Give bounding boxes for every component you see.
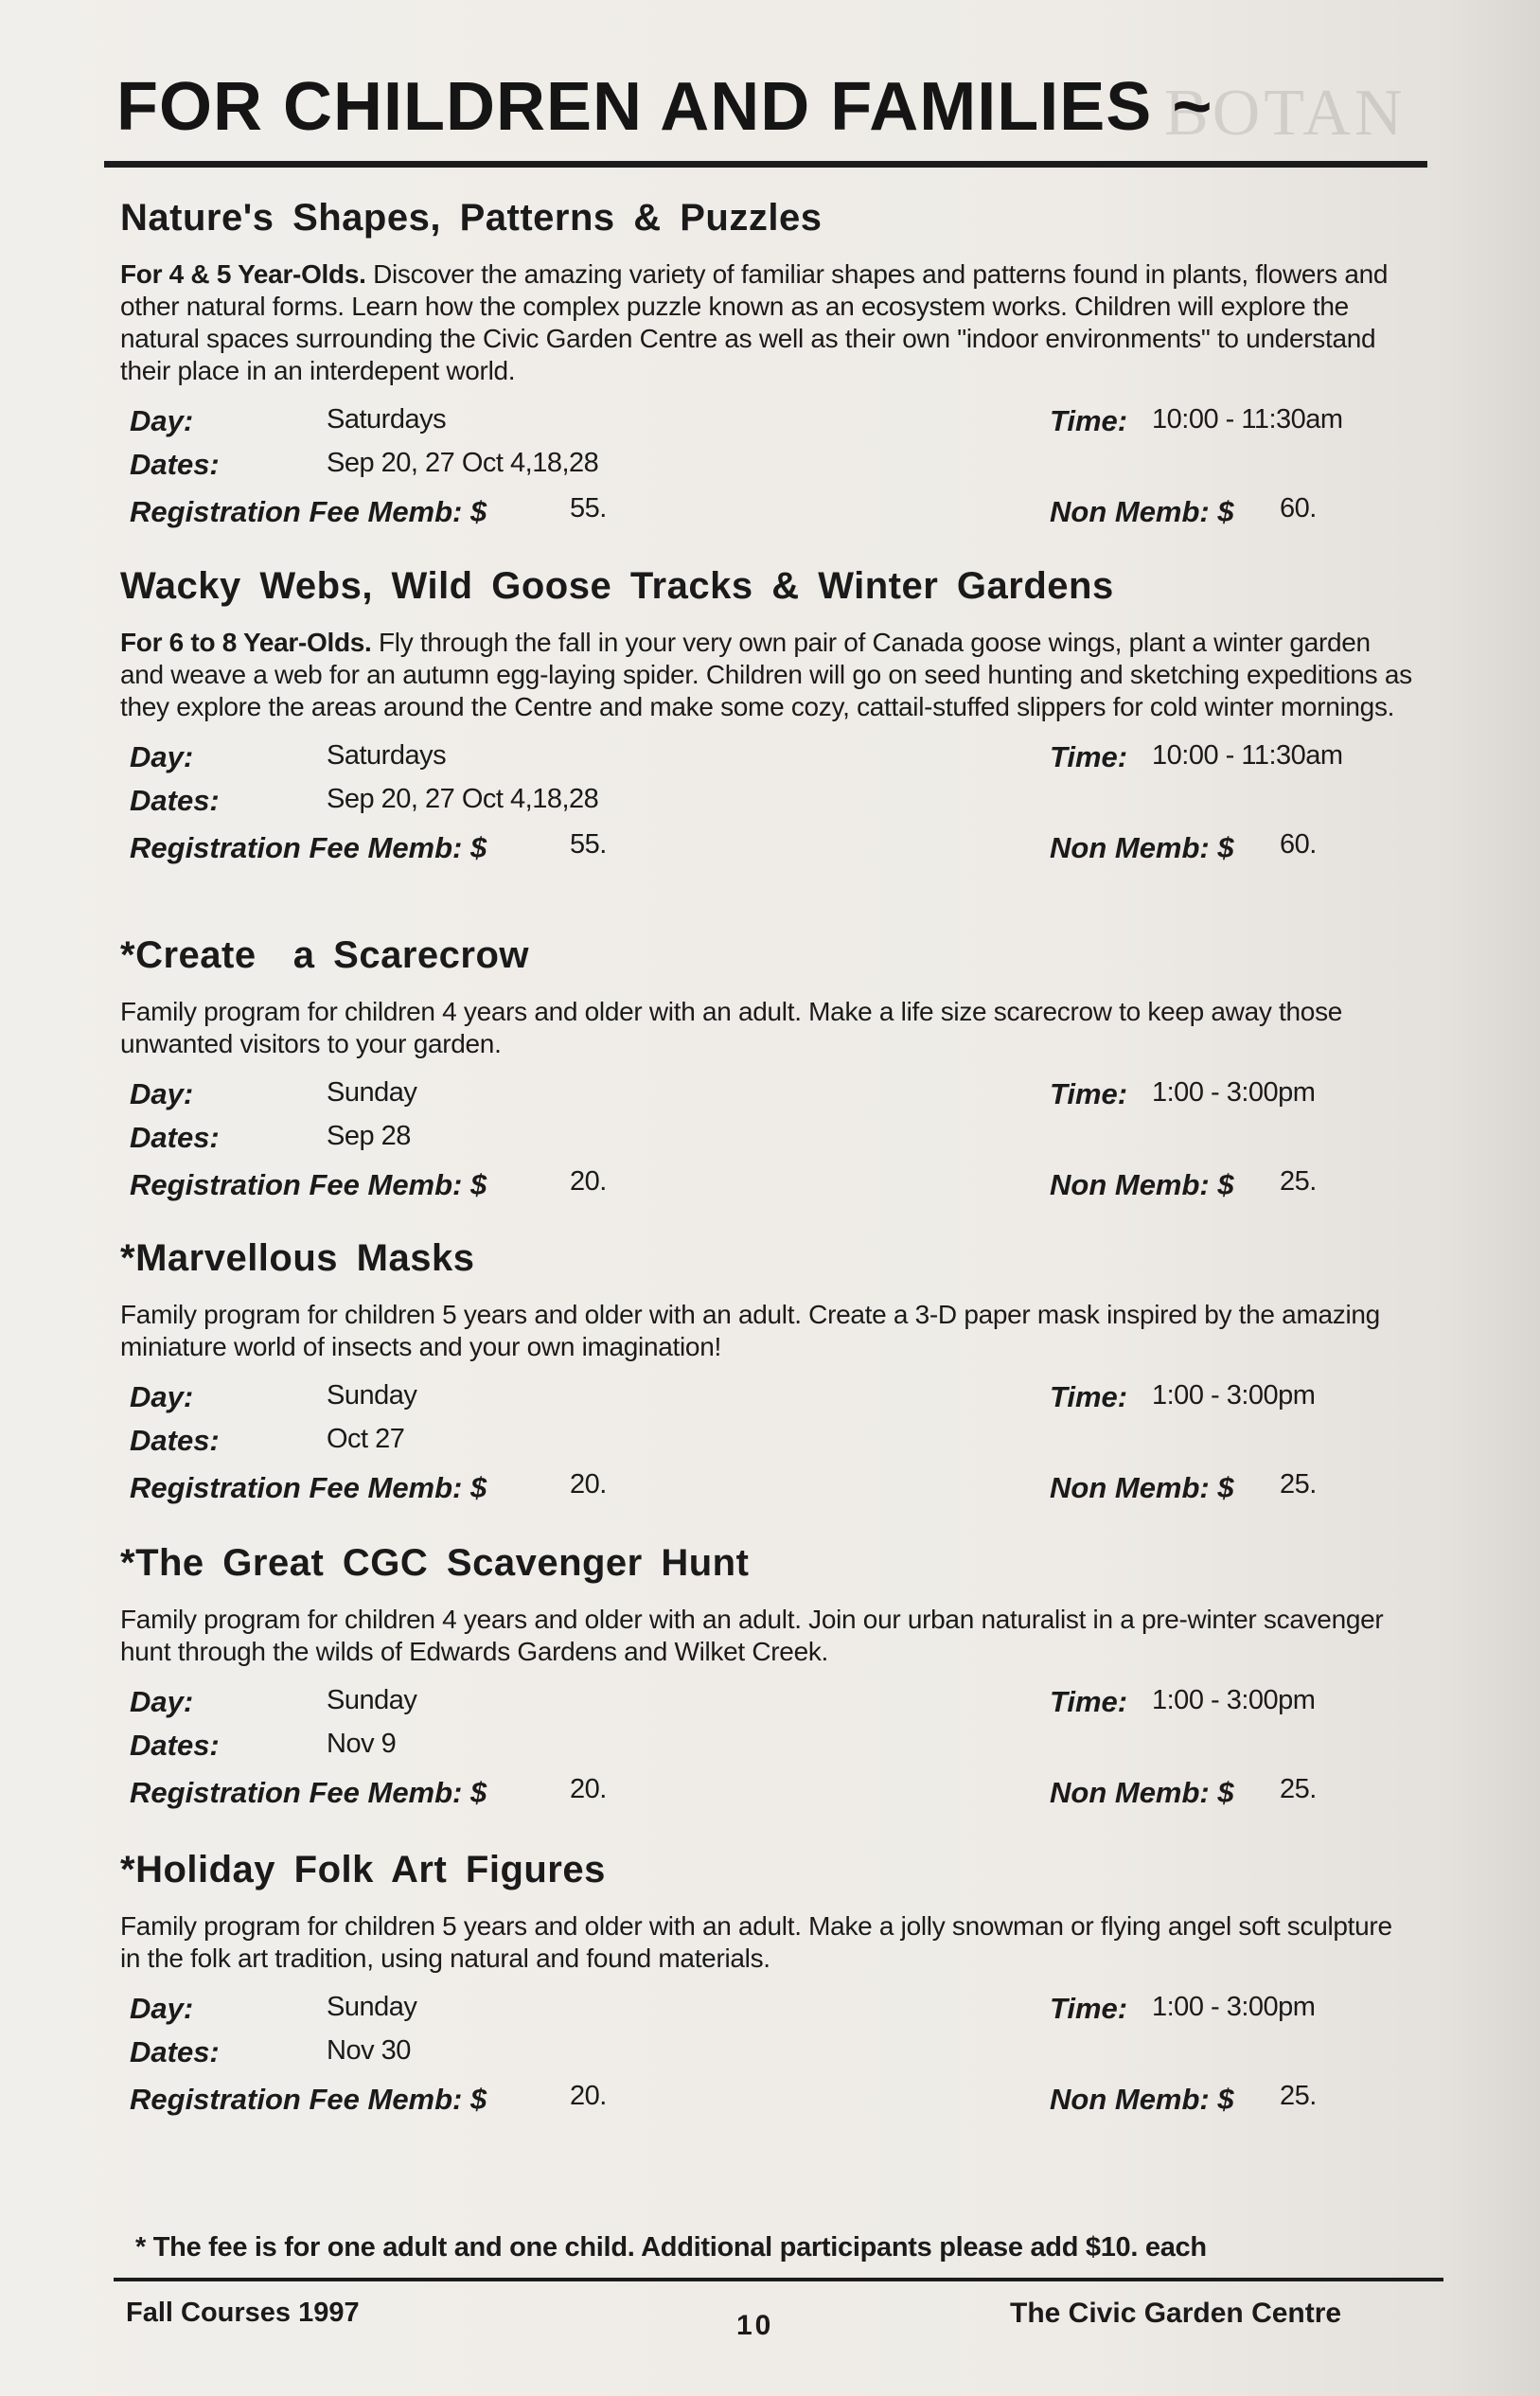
fee-non-value: 25. [1280, 2081, 1317, 2111]
fee-memb-value: 20. [570, 1166, 607, 1197]
fee-memb-value: 55. [570, 493, 607, 524]
fee-non-label: Non Memb: $ [1050, 2083, 1234, 2116]
course-info [120, 740, 1389, 873]
dates-label: Dates: [130, 1121, 220, 1154]
course-section [120, 565, 1412, 873]
fee-non-value: 60. [1280, 493, 1317, 524]
dates-label: Dates: [130, 784, 220, 817]
fee-non-value: 25. [1280, 1166, 1317, 1197]
dates-value: Sep 20, 27 Oct 4,18,28 [327, 784, 599, 814]
course-info [120, 404, 1389, 537]
day-value: Sunday [327, 1077, 417, 1108]
bleed-through-text: BOTAN [1164, 77, 1407, 150]
fee-non-label: Non Memb: $ [1050, 831, 1234, 864]
fee-memb-value: 55. [570, 829, 607, 860]
day-label: Day: [130, 404, 194, 437]
day-label: Day: [130, 1992, 194, 2025]
description-text: Family program for children 5 years and older with an adult. Create a 3-D paper mask inspired by the amazing miniature world of insects and your own imagination! [120, 1300, 1380, 1361]
time-value: 1:00 - 3:00pm [1152, 1077, 1316, 1108]
dates-value: Oct 27 [327, 1424, 405, 1454]
course-title: *Holiday Folk Art Figures [120, 1849, 606, 1890]
day-value: Saturdays [327, 740, 447, 771]
fee-footnote: * The fee is for one adult and one child. Additional participants please add $10. each [135, 2232, 1207, 2263]
course-info [120, 1685, 1389, 1818]
time-value: 10:00 - 11:30am [1152, 740, 1343, 771]
time-label: Time: [1050, 1685, 1128, 1718]
dates-value: Sep 20, 27 Oct 4,18,28 [327, 448, 599, 478]
course-description [120, 1299, 1417, 1363]
day-label: Day: [130, 1380, 194, 1413]
day-value: Saturdays [327, 404, 447, 435]
dates-value: Nov 9 [327, 1729, 397, 1759]
time-value: 1:00 - 3:00pm [1152, 1992, 1316, 2022]
description-text: Family program for children 4 years and older with an adult. Join our urban naturalist in a pre-winter scavenger hunt through the wilds of Edwards Gardens and Wilket Creek. [120, 1605, 1384, 1666]
fee-memb-label: Registration Fee Memb: $ [130, 1168, 487, 1201]
course-description [120, 1604, 1417, 1668]
footer-organization: The Civic Garden Centre [1010, 2298, 1342, 2329]
fee-memb-label: Registration Fee Memb: $ [130, 831, 487, 864]
description-text: Discover the amazing variety of familiar shapes and patterns found in plants, flowers and other natural forms. Learn how the complex puzzle known as an ecosystem works. Children will explore the natural spaces surrounding the Civic Garden Centre as well as their own "indoor environments" to understand their place in an interdepent world. [120, 259, 1389, 385]
time-value: 1:00 - 3:00pm [1152, 1380, 1316, 1411]
course-title: *Create a Scarecrow [120, 934, 530, 976]
course-description [120, 996, 1417, 1060]
course-section [120, 1542, 1389, 1818]
time-label: Time: [1050, 740, 1128, 773]
time-label: Time: [1050, 1992, 1128, 2025]
course-section [120, 934, 1389, 1210]
dates-value: Sep 28 [327, 1121, 411, 1151]
time-value: 10:00 - 11:30am [1152, 404, 1343, 435]
time-value: 1:00 - 3:00pm [1152, 1685, 1316, 1715]
fee-non-label: Non Memb: $ [1050, 495, 1234, 528]
fee-memb-label: Registration Fee Memb: $ [130, 495, 487, 528]
fee-memb-label: Registration Fee Memb: $ [130, 1776, 487, 1809]
fee-non-label: Non Memb: $ [1050, 1471, 1234, 1504]
time-label: Time: [1050, 404, 1128, 437]
course-description [120, 627, 1417, 723]
fee-non-value: 25. [1280, 1469, 1317, 1500]
footer-divider [114, 2278, 1443, 2281]
course-section [120, 1849, 1392, 2124]
course-description [120, 1910, 1417, 1975]
day-value: Sunday [327, 1992, 417, 2022]
fee-non-value: 60. [1280, 829, 1317, 860]
fee-memb-label: Registration Fee Memb: $ [130, 2083, 487, 2116]
course-section [120, 197, 1389, 537]
age-group: For 6 to 8 Year-Olds. [120, 628, 372, 657]
time-label: Time: [1050, 1380, 1128, 1413]
course-info [120, 1380, 1389, 1513]
age-group: For 4 & 5 Year-Olds. [120, 259, 366, 289]
dates-value: Nov 30 [327, 2035, 411, 2066]
fee-non-label: Non Memb: $ [1050, 1168, 1234, 1201]
fee-memb-value: 20. [570, 1469, 607, 1500]
footer-publication: Fall Courses 1997 [126, 2298, 360, 2328]
course-title: *Marvellous Masks [120, 1237, 475, 1279]
time-label: Time: [1050, 1077, 1128, 1110]
fee-memb-label: Registration Fee Memb: $ [130, 1471, 487, 1504]
dates-label: Dates: [130, 2035, 220, 2068]
course-description [120, 258, 1417, 387]
header-divider [104, 161, 1427, 168]
course-title: *The Great CGC Scavenger Hunt [120, 1542, 750, 1584]
page-number: 10 [736, 2310, 774, 2341]
description-text: Fly through the fall in your very own pair of Canada goose wings, plant a winter garden and weave a web for an autumn egg-laying spider. Children will go on seed hunting and sketching expeditions as they explore the areas around the Centre and make some cozy, cattail-stuffed slippers for cold winter mornings. [120, 628, 1412, 721]
dates-label: Dates: [130, 1424, 220, 1457]
day-label: Day: [130, 1077, 194, 1110]
course-info [120, 1992, 1389, 2124]
course-title: Wacky Webs, Wild Goose Tracks & Winter Gardens [120, 565, 1114, 607]
fee-memb-value: 20. [570, 1774, 607, 1804]
fee-non-label: Non Memb: $ [1050, 1776, 1234, 1809]
course-info [120, 1077, 1389, 1210]
day-label: Day: [130, 740, 194, 773]
course-section [120, 1237, 1389, 1513]
dates-label: Dates: [130, 448, 220, 481]
day-label: Day: [130, 1685, 194, 1718]
description-text: Family program for children 4 years and older with an adult. Make a life size scarecrow to keep away those unwanted visitors to your garden. [120, 997, 1343, 1058]
fee-memb-value: 20. [570, 2081, 607, 2111]
dates-label: Dates: [130, 1729, 220, 1762]
day-value: Sunday [327, 1380, 417, 1411]
day-value: Sunday [327, 1685, 417, 1715]
description-text: Family program for children 5 years and older with an adult. Make a jolly snowman or flying angel soft sculpture in the folk art tradition, using natural and found materials. [120, 1911, 1392, 1973]
fee-non-value: 25. [1280, 1774, 1317, 1804]
page-title: FOR CHILDREN AND FAMILIES ~ [116, 69, 1213, 145]
course-title: Nature's Shapes, Patterns & Puzzles [120, 197, 823, 239]
